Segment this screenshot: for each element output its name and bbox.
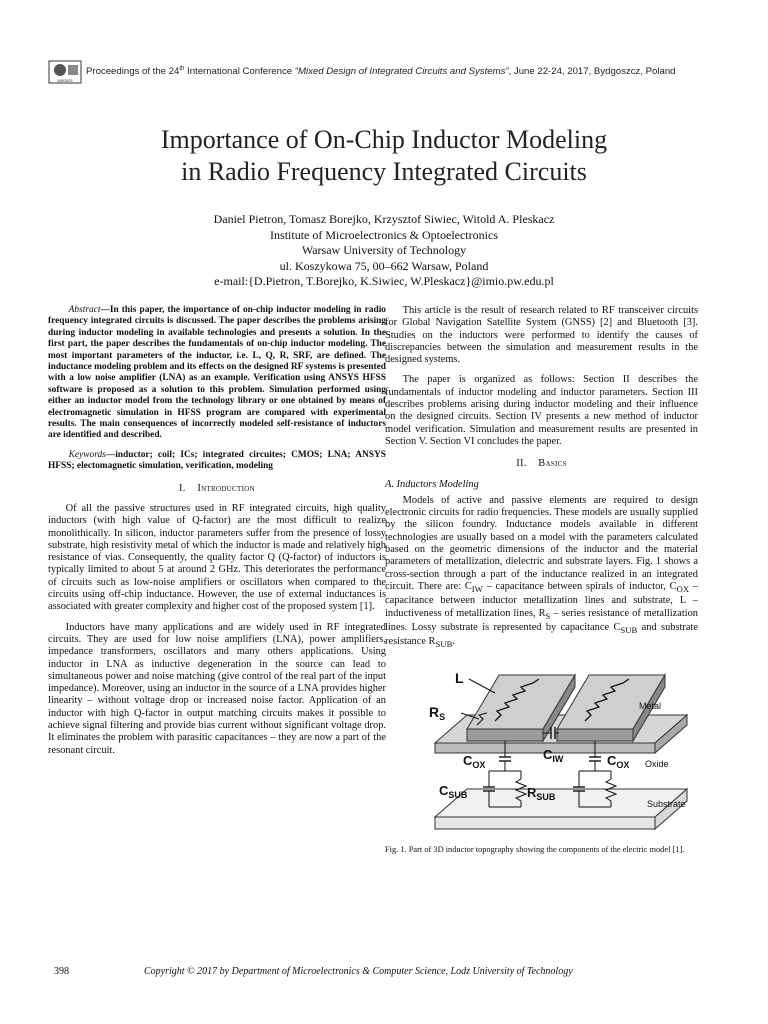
conference-logo [48,60,82,84]
svg-text:MIXDES: MIXDES [57,78,73,83]
keywords: Keywords—inductor; coil; ICs; integrated circuites; CMOS; LNA; ANSYS HFSS; electomagnetic simulation, verification, modeling [48,449,386,472]
label-cox-right: $C_{OX}$ [607,752,630,770]
university: Warsaw University of Technology [301,243,467,257]
intro-paragraph-2: Inductors have many applications and are widely used in RF integrated circuits. They are used for low noise amplifiers (LNA), power amplifiers, impedance transformers, oscillators and many others applications. Using inductor in LNA as inductive degeneration in the source can lead to simultaneous power and noise matching (give control of the real part of the input impedance). Moreover, using an inductor in the source of a LNA provides higher linearity – without voltage drop or increased noise factor. Application of an inductor with high Q-factor in output matching circuits makes it possible to achieve signal filtering and provide bias current without significant voltage drop. It eliminates the problem with parasitic capacitances – they are now a part of the resonant circuit. [48,621,386,756]
label-oxide: Oxide [645,758,669,769]
copyright-notice: Copyright © 2017 by Department of Microelectronics & Computer Science, Lodz University of Technology [144,966,573,977]
section-heading-introduction: I. Introduction [179,482,255,494]
author-block [0,212,768,290]
conference-header [48,60,728,86]
label-L: L [455,669,464,686]
intro-paragraph-1: Of all the passive structures used in RF integrated circuits, high quality inductors (with high value of Q-factor) are the most difficult to realize monolithically. In silicon, inductor parameters suffer from the presence of lossy substrate, high resistivity metal of which the inductor is made and relatively high resistance of vias. Consequently, the quality factor Q (Q-factor) of inductors is typically limited to about 5 at around 2 GHz. This deteriorates the performance of circuits such as low-noise amplifiers or oscillators when compared to the circuits using off-chip inductance. However, the use of external inductances is associated with greater complexity and higher cost of the proposed system [1]. [48,502,386,613]
author-names: Daniel Pietron, Tomasz Borejko, Krzysztof Siwiec, Witold A. Pleskacz [213,212,555,226]
label-rsub: $R_{SUB}$ [527,784,556,802]
label-csub: $C_{SUB}$ [439,782,468,800]
right-paragraph-1: This article is the result of research related to RF transceiver circuits for Global Navigation Satellite System (GNSS) [2] and Bluetooth [3]. Studies on the inductors were performed to identify the causes of discrepancies between the simulation and measurement results in the designed systems. [385,305,698,366]
email: e-mail:{D.Pietron, T.Borejko, K.Siwiec, W.Pleskacz}@imio.pw.edu.pl [214,274,554,288]
section-heading-basics: II. Basics [516,458,567,470]
right-column [385,305,698,855]
right-paragraph-2: The paper is organized as follows: Section II describes the fundamentals of inductor modeling and inductor parameters. Section III describes problems arising during inductor modeling and their influence on the designed circuits. Section IV presents a new method of inductor model verification. Simulation and measurement results are presented in Section V. Section VI concludes the paper. [385,374,698,447]
header-text: Proceedings of the 24th International Conference “Mixed Design of Integrated Circuits and Systems”, June 22-24, 2017, Bydgoszcz, Poland [86,66,676,78]
affiliation: Institute of Microelectronics & Optoelectronics [270,227,498,242]
subsection-heading-inductors-modeling: A. Inductors Modeling [385,478,479,490]
label-Rs: $R_S$ [429,703,446,722]
label-ciw: $C_{IW}$ [543,746,564,764]
basics-paragraph: Models of active and passive elements are required to design electronic circuits for radio frequencies. These models are usually supplied by the silicon foundry. Inductance models available in different technologies are usually based on a model with the parameters calculated based on the geometric dimensions of the inductor and the material parameters of metallization, dielectric and substrate layers. Fig. 1 shows a cross-section through a part of the inductance realized in an integrated circuit. There are: $C_{IW}$ – capacitance between spirals of inductor, $C_{OX}$ – capacitance between inductor metallization lines and substrate, L – inductiveness of metallization lines, $R_S$ – series resistance of metallization lines. Lossy substrate is represented by capacitance $C_{SUB}$ and substrate resistance $R_{SUB}$. [385,494,698,650]
inductor-cross-section-figure [425,667,697,835]
paper-title: Importance of On-Chip Inductor Modeling in Radio Frequency Integrated Circuits [160,125,608,186]
abstract: Abstract—In this paper, the importance of on-chip inductor modeling in radio frequency integrated circuits is discussed. The paper describes the problems arising during inductor modeling in available technologies and presents a solution. In the first part, the paper describes the fundamentals of on-chip inductor modeling. The most important parameters of the inductor, i.e. L, Q, R, SRF, are defined. The inductance modeling problem and its effects on the designed RF systems is presented with a low noise amplifier (LNA) as an example. Verification using ANSYS HFSS software is proposed as a solution to this problem. Simulation performed using either an inductor model from the technology library or one obtained by means of electromagnetic simulation in HFSS program are compared with experimental results. The main consequences of incorrectly modeled self-resistance of inductors are identified and described. [48,305,386,441]
page-number: 398 [54,966,69,977]
label-metal: Metal [639,700,662,711]
label-substrate: Substrate [647,798,686,809]
figure-caption: Fig. 1. Part of 3D inductor topography showing the components of the electric model [1]. [385,845,685,855]
address: ul. Koszykowa 75, 00–662 Warsaw, Poland [279,258,489,273]
label-cox-left: $C_{OX}$ [463,752,486,770]
left-column [48,305,386,765]
